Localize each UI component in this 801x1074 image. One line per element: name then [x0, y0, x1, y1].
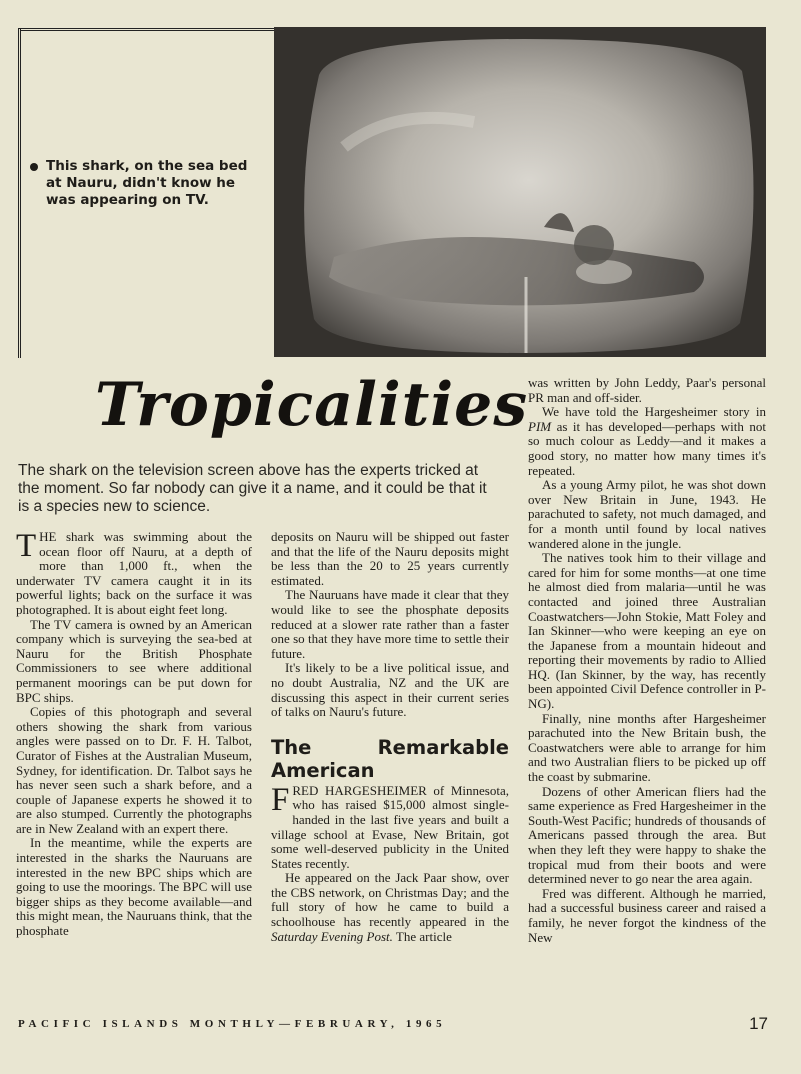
paragraph: Fred was different. Although he married, had a successful business career and raised a family, he never forgot the kindness of the New: [528, 885, 766, 945]
paragraph: [271, 781, 509, 872]
paragraph: [528, 405, 766, 478]
section-subhead: The Remarkable American: [271, 735, 509, 782]
drop-cap: F: [271, 781, 290, 818]
caption-frame-left: [18, 28, 21, 358]
page-footer: [18, 1014, 768, 1038]
tv-screen-image: [274, 27, 766, 357]
paragraph: It's likely to be a live political issue, and no doubt Australia, NZ and the UK are discussing this aspect in their current series of talks on Nauru's future.: [271, 660, 509, 720]
caption-text: This shark, on the sea bed at Nauru, didn't know he was appearing on TV.: [46, 158, 248, 208]
paragraph: As a young Army pilot, he was shot down over New Britain in June, 1943. He parachuted to safety, not much damaged, and for a month until found by local natives wandered alone in the jungle.: [528, 477, 766, 551]
paragraph-text: He appeared on the Jack Paar show, over the CBS network, on Christmas Day; and the full story of how he came to build a schoolhouse has recently appeared in the: [271, 870, 509, 930]
column-2: [271, 530, 509, 944]
paragraph: The Nauruans have made it clear that they would like to see the phosphate deposits reduced at a slower rate rather than a faster one so that they have more time to settle their future.: [271, 587, 509, 661]
bullet-icon: [30, 163, 38, 171]
paragraph-text: as it has developed—perhaps with not so much colour as Leddy—and it makes a good story, no matter how many times it's repeated.: [528, 418, 766, 478]
paragraph: Finally, nine months after Hargesheimer parachuted into the New Britain bush, the Coastwatchers were able to arrange for him and two Australian fliers to be picked up off the coast by submarine.: [528, 710, 766, 785]
magazine-title: PACIFIC ISLANDS MONTHLY—FEBRUARY, 1965: [18, 1018, 447, 1030]
page-number: 17: [749, 1014, 768, 1033]
paragraph: [16, 530, 252, 618]
paragraph: [271, 871, 509, 944]
paragraph: deposits on Nauru will be shipped out faster and that the life of the Nauru deposits might be less than the 20 to 25 years currently estimated.: [271, 529, 509, 588]
drop-cap: T: [16, 528, 37, 564]
shark-tv-photo: [274, 27, 766, 357]
publication-title: Saturday Evening Post.: [271, 928, 393, 944]
headline: Tropicalities: [95, 370, 529, 440]
paragraph-text: HE shark was swimming about the ocean floor off Nauru, at a depth of more than 1,000 ft., when the underwater TV camera caught it in its powerful lights; back on the surface it was photographed. It is about eight feet long.: [16, 529, 252, 617]
paragraph: Copies of this photograph and several others showing the shark from various angles were passed on to Dr. F. H. Talbot, Curator of Fishes at the Australian Museum, Sydney, for identification. Dr. Talbot says he has never seen such a shark before, and a couple of Japanese experts he showed it to are also stumped. Currently the photographs are in New Zealand with an expert there.: [16, 704, 252, 836]
paragraph: In the meantime, while the experts are interested in the sharks the Nauruans are interested in the new BPC ships which are going to use the moorings. The BPC will use bigger ships as they become available—and this might mean, the Nauruans think, that the phosphate: [16, 835, 252, 939]
paragraph: The natives took him to their village and cared for him for some months—at one time he almost died from malaria—until he was contacted and joined three Australian Coastwatchers—John Stokie, Matt Foley and Ian Skinner—who were keeping an eye on the Japanese from a mountain hideout and reporting their movements by radio to Allied HQ. (Ian Skinner, by the way, has recently been appointed Civil Defence controller in P-NG).: [528, 550, 766, 712]
intro-paragraph: The shark on the television screen above has the experts tricked at the moment. So far nobody can give it a name, and it could be that it is a species new to science.: [18, 462, 487, 515]
column-1: [16, 530, 252, 939]
photo-caption: [46, 158, 256, 209]
paragraph-text: We have told the Hargesheimer story in: [542, 404, 766, 420]
paragraph: was written by John Leddy, Paar's personal PR man and off-sider.: [528, 375, 766, 405]
paragraph-text: The article: [392, 928, 452, 944]
paragraph: The TV camera is owned by an American company which is surveying the sea-bed at Nauru for the British Phosphate Commissioners to see where additional permanent moorings can be put down for BPC ships.: [16, 616, 252, 705]
publication-title: PIM: [528, 418, 552, 434]
column-3: [528, 376, 766, 945]
paragraph-text: RED HARGESHEIMER of Minnesota, who has raised $15,000 almost single-handed in the last five years and built a village school at Evase, New Britain, got some well-deserved publicity in the United States recently.: [271, 782, 509, 871]
caption-frame-top: [18, 28, 277, 41]
paragraph: Dozens of other American fliers had the same experience as Fred Hargesheimer in the South-West Pacific; hundreds of thousands of Americans passed through the area. But when they left they were happy to shake the tropical mud from their boots and were determined never to go near the area again.: [528, 783, 766, 887]
